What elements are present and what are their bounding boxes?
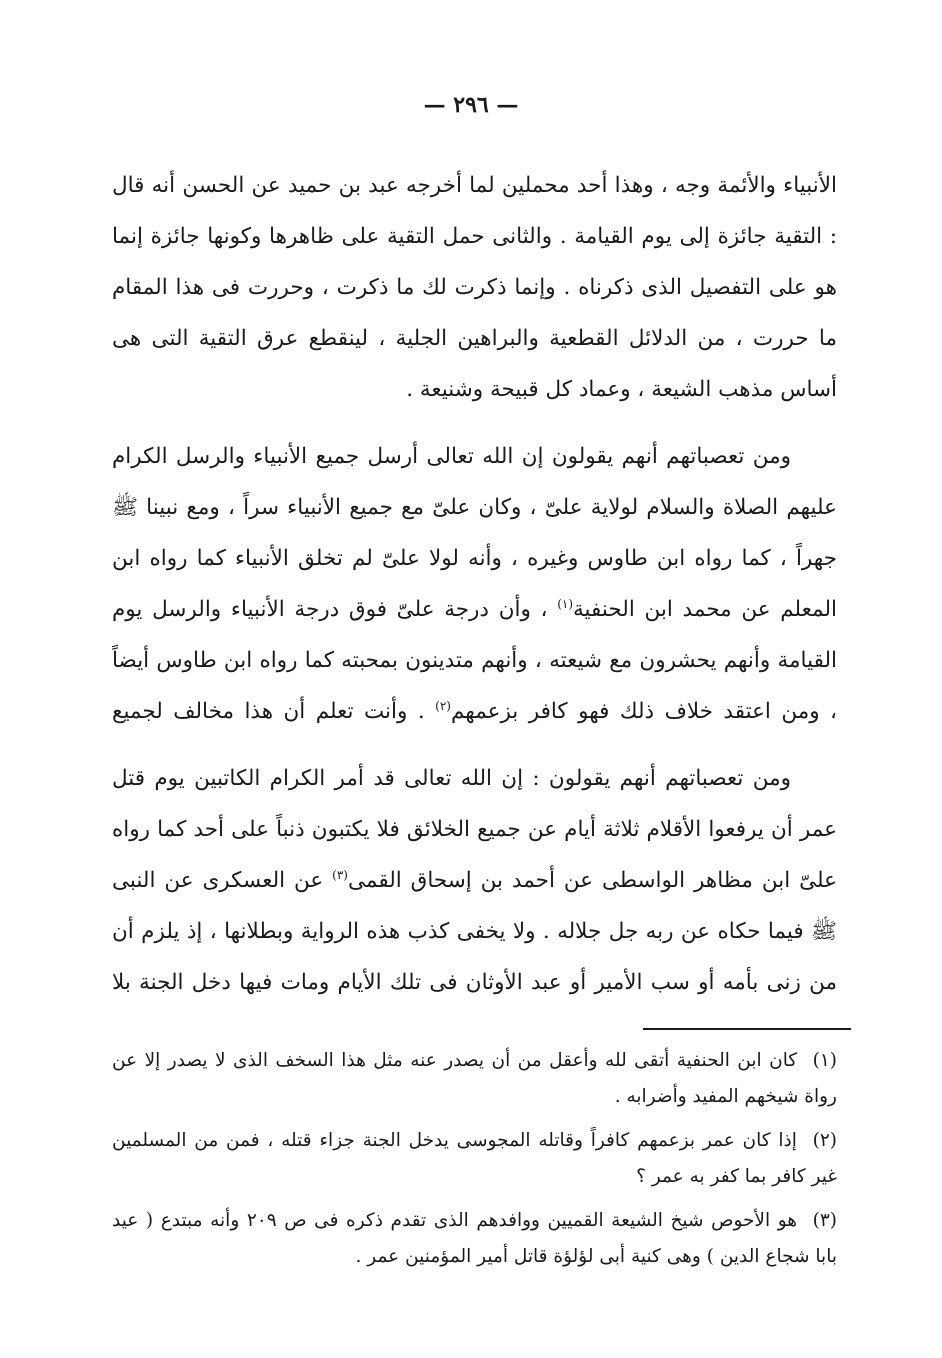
footnote-number: (١): [812, 1050, 837, 1071]
footnote-1: [112, 1043, 837, 1115]
paragraph-2-part-3: . وأنت تعلم أن هذا مخالف لجميع: [112, 699, 425, 724]
paragraph-gap: [112, 415, 837, 431]
footnote-ref-3[interactable]: (٣): [332, 867, 348, 882]
paragraph-3: [112, 753, 837, 1008]
main-text: [112, 160, 837, 1008]
footnote-ref-2[interactable]: (٢): [435, 698, 451, 713]
footnote-separator: [643, 1028, 851, 1030]
paragraph-2: [112, 431, 837, 737]
paragraph-1: الأنبياء والأئمة وجه ، وهذا أحد محملين لما أخرجه عبد بن حميد عن الحسن أنه قال : التقية جائزة إلى يوم القيامة . والثانى حمل التقية على ظاهرها وكونها جائزة إنما هو على التفصيل الذى ذكرناه . وإنما ذكرت لك ما ذكرت ، وحررت فى هذا المقام ما حررت ، من الدلائل القطعية والبراهين الجلية ، لينقطع عرق التقية التى هى أساس مذهب الشيعة ، وعماد كل قبيحة وشنيعة .: [112, 173, 837, 402]
footnotes: [112, 1043, 837, 1283]
footnote-text: هو الأحوص شيخ الشيعة القميين ووافدهم الذى تقدم ذكره فى ص ٢٠٩ وأنه مبتدع ( عيد بابا شجاع الدين ) وهى كنية أبى لؤلؤة قاتل أمير المؤمنين عمر .: [112, 1210, 837, 1267]
footnote-number: (٣): [812, 1210, 837, 1231]
footnote-text: إذا كان عمر بزعمهم كافراً وقاتله المجوسى يدخل الجنة جزاء قتله ، فمن من المسلمين غير كافر بما كفر به عمر ؟: [112, 1130, 837, 1187]
footnote-number: (٢): [812, 1130, 837, 1151]
paragraph-2-part-1: ومن تعصباتهم أنهم يقولون إن الله تعالى أرسل جميع الأنبياء والرسل الكرام عليهم الصلاة والسلام لولاية علىّ ، وكان علىّ مع جميع الأنبياء سراً ، ومع نبينا ﷺ جهراً ، كما رواه ابن طاوس وغيره ، وأنه لولا علىّ لم تخلق الأنبياء كما رواه ابن المعلم عن محمد ابن الحنفية: [112, 444, 837, 622]
paragraph-2-part-2: ، وأن درجة علىّ فوق درجة الأنبياء والرسل يوم القيامة وأنهم يحشرون مع شيعته ، وأنهم متدينون بمحبته كما رواه ابن طاوس أيضاً ، ومن اعتقد خلاف ذلك فهو كافر بزعمهم: [112, 597, 837, 724]
paragraph-gap: [112, 737, 837, 753]
footnote-2: [112, 1123, 837, 1195]
footnote-ref-1[interactable]: (١): [557, 596, 574, 611]
footnote-text: كان ابن الحنفية أتقى لله وأعقل من أن يصدر عنه مثل هذا السخف الذى لا يصدر إلا عن رواة شيخهم المفيد وأضرابه .: [112, 1050, 837, 1107]
paragraph-3-part-1: ومن تعصباتهم أنهم يقولون : إن الله تعالى قد أمر الكرام الكاتبين يوم قتل عمر أن يرفعوا الأقلام ثلاثة أيام عن جميع الخلائق فلا يكتبون ذنباً على أحد كما رواه علىّ ابن مظاهر الواسطى عن أحمد بن إسحاق القمى: [112, 766, 837, 893]
footnote-3: [112, 1203, 837, 1275]
paragraph-3-part-2: عن العسكرى عن النبى ﷺ فيما حكاه عن ربه جل جلاله . ولا يخفى كذب هذه الرواية وبطلانها ، إذ يلزم أن من زنى بأمه أو سب الأمير أو عبد الأوثان فى تلك الأيام ومات فيها دخل الجنة بلا: [112, 868, 837, 995]
page-number: — ٢٩٦ —: [423, 92, 519, 118]
